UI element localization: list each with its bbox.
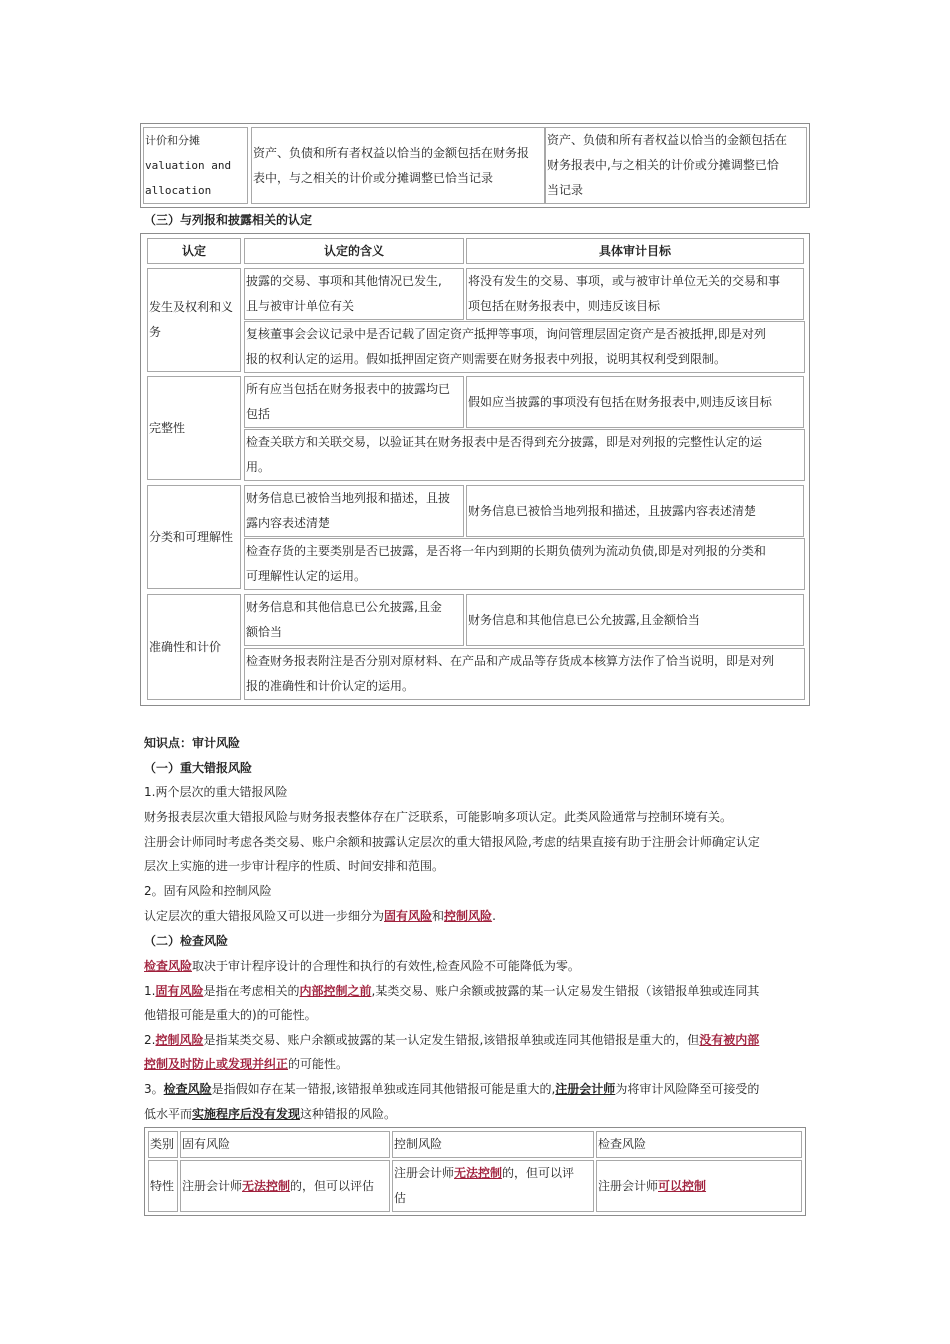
paragraph: 注册会计师同时考虑各类交易、账户余额和披露认定层次的重大错报风险,考虑的结果直接有助于注册会计师确定认定 [144,835,760,849]
text-span: 1. [144,984,156,998]
text-line: 披露的交易、事项和其他情况已发生, [246,274,442,288]
text-span: ,某类交易、账户余额或披露的某一认定易发生错报（该错报单独或连同其 [371,984,760,998]
text-line: 资产、负债和所有者权益以恰当的金额包括在财务报 [253,145,530,160]
text-line: 发生及权利和义 [149,300,234,314]
text-span: 这种错报的风险。 [300,1107,397,1121]
term-highlight: 控制风险 [444,909,493,923]
paragraph [144,982,759,1000]
text-line: 表中，与之相关的计价或分摊调整已恰当记录 [253,170,494,185]
subsection-title: （一）重大错报风险 [144,761,253,775]
header-inherent-risk: 固有风险 [180,1131,390,1158]
text-span: 的可能性。 [288,1057,349,1071]
paragraph: 2。固有风险和控制风险 [144,884,272,898]
term-highlight: 内部控制之前 [299,984,372,998]
paragraph [144,1055,348,1073]
text-line: 准确性和计价 [149,639,222,654]
meaning-cell [244,485,464,537]
text-line: 额恰当 [246,625,283,639]
text-span: 注册会计师 [182,1178,243,1193]
detection-risk-cell [596,1160,802,1212]
text-line: 财务信息已被恰当地列报和描述，且披 [246,491,451,505]
text-line: 估 [394,1191,407,1205]
text-line: 将没有发生的交易、事项，或与被审计单位无关的交易和事 [468,274,781,288]
text-line: valuation and [145,159,232,172]
text-span: 是指在考虑相关的 [203,984,300,998]
subsection-title: （二）检查风险 [144,934,229,948]
procedure-cell [244,429,805,481]
text-line: 财务信息已被恰当地列报和描述，且披露内容表述清楚 [468,503,757,518]
text-line: 所有应当包括在财务报表中的披露均已 [246,382,451,396]
meaning-cell [244,594,464,646]
text-line: 检查关联方和关联交易，以验证其在财务报表中是否得到充分披露，即是对列报的完整性认定的运 [246,435,763,449]
text-line: 报的准确性和计价认定的运用。 [246,679,415,693]
text-line: 计价和分摊 [145,134,200,147]
paragraph [144,1031,759,1049]
text-line: 财务报表中,与之相关的计价或分摊调整已恰 [547,158,779,172]
paragraph: 层次上实施的进一步审计程序的性质、时间安排和范围。 [144,859,445,873]
text-span: 认定层次的重大错报风险又可以进一步细分为 [144,909,385,923]
paragraph: 他错报可能是重大的)的可能性。 [144,1008,317,1022]
header-objective: 具体审计目标 [466,238,804,264]
text-line: allocation [145,184,212,197]
text-line: 项包括在财务报表中，则违反该目标 [468,299,661,313]
text-line: 报的权利认定的运用。假如抵押固定资产则需要在财务报表中列报，说明其权利受到限制。 [246,352,727,366]
paragraph: 财务报表层次重大错报风险与财务报表整体存在广泛联系，可能影响多项认定。此类风险通常与控制环境有关。 [144,810,733,824]
inherent-risk-cell [180,1160,390,1212]
meaning-cell [244,376,464,428]
header-assertion: 认定 [147,238,241,264]
section-title: （三）与列报和披露相关的认定 [144,213,313,227]
text-span: 是指假如存在某一错报,该错报单独或连同其他错报可能是重大的, [211,1082,556,1096]
text-span: 的，但可以评 [502,1166,575,1180]
term-highlight: 控制风险 [155,1033,204,1047]
paragraph [144,1080,759,1098]
objective-cell [466,594,804,646]
text-span: 和 [432,909,445,923]
text-line: 分类和可理解性 [149,529,234,544]
text-span: 为将审计风险降至可接受的 [615,1082,760,1096]
text-line: 检查存货的主要类别是否已披露，是否将一年内到期的长期负债列为流动负债,即是对列报的分类和 [246,544,766,558]
assertion-cell [147,594,241,700]
text-line: 检查财务报表附注是否分别对原材料、在产品和产成品等存货成本核算方法作了恰当说明，即是对列 [246,654,775,668]
row-label: 特性 [148,1160,178,1212]
text-span: 2. [144,1033,156,1047]
top-table-objective-cell [545,127,807,204]
paragraph: 1.两个层次的重大错报风险 [144,785,288,799]
top-table-meaning-cell [251,127,545,204]
text-span: 取决于审计程序设计的合理性和执行的有效性,检查风险不可能降低为零。 [192,959,580,973]
text-span: 3。 [144,1082,164,1096]
top-table-assertion-cell [143,127,248,204]
text-line: 财务信息和其他信息已公允披露,且金 [246,600,442,614]
assertion-cell [147,376,241,480]
term-underline: 实施程序后没有发现 [192,1107,301,1121]
text-span: 注册会计师 [598,1178,659,1193]
term-highlight: 固有风险 [384,909,433,923]
text-line: 复核董事会会议记录中是否记载了固定资产抵押等事项，询问管理层固定资产是否被抵押,即是对列 [246,327,766,341]
assertion-cell [147,268,241,372]
paragraph [144,957,580,975]
procedure-cell [244,538,805,590]
objective-cell [466,376,804,428]
meaning-cell [244,268,464,320]
text-line: 可理解性认定的运用。 [246,569,367,583]
text-line: 用。 [246,460,271,474]
paragraph [144,1105,396,1123]
text-span: 注册会计师 [394,1166,455,1180]
header-category: 类别 [148,1131,178,1158]
assertion-cell [147,485,241,589]
term-highlight: 可以控制 [658,1178,707,1193]
term-highlight: 检查风险 [144,959,193,973]
procedure-cell [244,321,805,373]
knowledge-title: 知识点：审计风险 [144,736,241,750]
text-span: 的，但可以评估 [290,1178,375,1193]
text-line: 且与被审计单位有关 [246,299,355,313]
objective-cell [466,485,804,537]
text-line: 财务信息和其他信息已公允披露,且金额恰当 [468,612,700,627]
term-highlight: 无法控制 [454,1166,503,1180]
header-control-risk: 控制风险 [392,1131,594,1158]
text-line: 假如应当披露的事项没有包括在财务报表中,则违反该目标 [468,394,772,409]
text-line: 包括 [246,407,271,421]
term-highlight: 固有风险 [155,984,204,998]
text-line: 露内容表述清楚 [246,516,331,530]
text-line: 务 [149,325,162,339]
header-detection-risk: 检查风险 [596,1131,802,1158]
header-meaning: 认定的含义 [244,238,464,264]
term-highlight: 没有被内部 [699,1033,760,1047]
term-underline: 检查风险 [163,1082,212,1096]
term-highlight: 控制及时防止或发现并纠正 [144,1057,289,1071]
text-line: 当记录 [547,183,584,197]
control-risk-cell [392,1160,594,1212]
text-span: . [492,909,496,923]
procedure-cell [244,648,805,700]
text-span: 低水平而 [144,1107,193,1121]
term-underline: 注册会计师 [555,1082,616,1096]
text-line: 完整性 [149,420,186,435]
term-highlight: 无法控制 [242,1178,291,1193]
text-span: 是指某类交易、账户余额或披露的某一认定发生错报,该错报单独或连同其他错报是重大的，但 [203,1033,700,1047]
paragraph [144,907,496,925]
objective-cell [466,268,804,320]
text-line: 资产、负债和所有者权益以恰当的金额包括在 [547,133,788,147]
